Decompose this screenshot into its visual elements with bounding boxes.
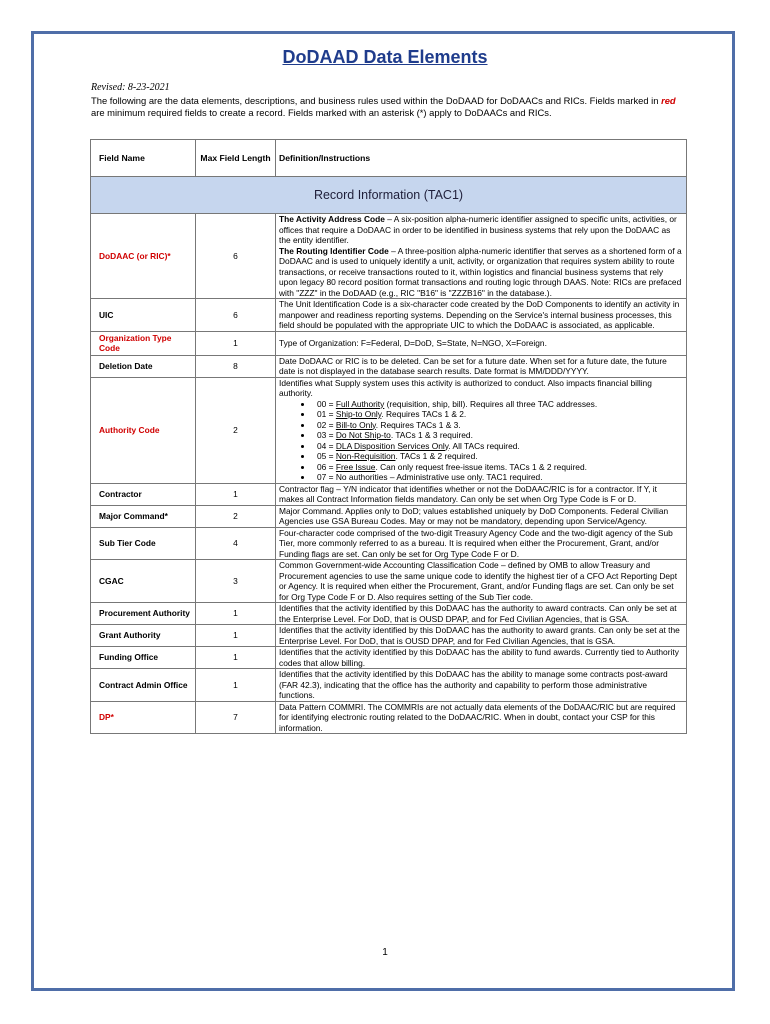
field-length: 6	[196, 299, 276, 332]
field-definition: The Unit Identification Code is a six-character code created by the DoD Components to identify an activity in manpower and readiness reporting systems. Depending on the Service's internal business processes, this field should be populated with the appropriate UIC to which the DoDAAC is associated, as applicable.	[276, 299, 687, 332]
header-field-name: Field Name	[91, 140, 196, 177]
code-label: Do Not Ship-to	[335, 430, 391, 440]
list-item	[313, 430, 683, 441]
code-value: 00 =	[317, 398, 336, 409]
code-label: Ship-to Only	[335, 409, 382, 419]
definition-text: – A three-position alpha-numeric identifier that serves as a shortened form of a DoDAAC and is used to uniquely identify a unit, activity, or organization that requires system ability to route transactions, or receive transactions routed to it, within logistics and financial business systems that rely upon legacy 80 record position format transactions and routing logic through DAAS. Note: RICs are prefaced with "ZZZ" in the DoDAAD (e.g., RIC "B16" is "ZZZB16" in the database.).	[279, 245, 682, 298]
field-definition: Identifies that the activity identified by this DoDAAC has the authority to award grants. Can only be set at the Enterprise Level. For DoD, that is OUSD DPAP, and for Fed Civilian Agencies, that is GSA.	[276, 625, 687, 647]
code-value: 07 = No authorities – Administrative use only. TAC1 required.	[317, 472, 543, 482]
code-note: . Can only request free-issue items. TACs 1 & 2 required.	[375, 461, 587, 472]
field-definition: Data Pattern COMMRI. The COMMRIs are not actually data elements of the DoDAAC/RIC but are required for identifying electronic routing related to the DoDAAC/RIC. When in doubt, contact your CSP for this information.	[276, 701, 687, 734]
field-name: DoDAAC (or RIC)*	[91, 214, 196, 299]
code-note: . Requires TACs 1 & 3.	[375, 419, 461, 430]
code-note: . Requires TACs 1 & 2.	[381, 409, 467, 419]
authority-code-list	[279, 399, 683, 483]
field-length: 4	[196, 527, 276, 560]
page-number: 1	[382, 947, 388, 958]
code-value: 02 =	[317, 419, 336, 430]
field-definition: Identifies that the activity identified by this DoDAAC has the authority to award contracts. Can only be set at the Enterprise Level. For DoD, that is OUSD DPAP, and for Fed Civilian Agencies, that is GSA.	[276, 603, 687, 625]
field-name: Organization Type Code	[91, 331, 196, 355]
field-definition	[276, 214, 687, 299]
code-value: 03 =	[317, 430, 336, 440]
header-definition: Definition/Instructions	[276, 140, 687, 177]
field-length: 1	[196, 331, 276, 355]
field-name: CGAC	[91, 560, 196, 603]
definition-text: Identifies what Supply system uses this activity is authorized to conduct. Also impacts financial billing authority.	[279, 377, 652, 398]
field-definition: Date DoDAAC or RIC is to be deleted. Can be set for a future date. When set for a future date, the future date is not displayed in the database search results. Date format is MM/DDD/YYYY.	[276, 355, 687, 377]
field-name: Contractor	[91, 483, 196, 505]
code-label: Full Authority	[335, 398, 385, 409]
code-value: 05 =	[317, 451, 336, 461]
field-definition: Contractor flag – Y/N indicator that identifies whether or not the DoDAAC/RIC is for a contractor. If Y, it makes all Contract Information fields mandatory. Can only be set when Org Type Code is F or D.	[276, 483, 687, 505]
table-row	[91, 331, 687, 355]
field-length: 8	[196, 355, 276, 377]
field-length: 2	[196, 505, 276, 527]
field-length: 1	[196, 669, 276, 702]
page-title: DoDAAD Data Elements	[282, 47, 488, 67]
code-label: Bill-to Only	[335, 419, 376, 430]
field-length: 3	[196, 560, 276, 603]
field-definition: Four-character code comprised of the two-digit Treasury Agency Code and the two-digit agency of the Sub Tier, more commonly referred to as a bureau. It is required when either the Procurement, Grant, and/or Funding flags are set. Can only be set for Org Type Code F or D.	[276, 527, 687, 560]
code-label: Non-Requisition	[335, 451, 396, 461]
table-row	[91, 355, 687, 377]
field-name: Funding Office	[91, 647, 196, 669]
field-length: 6	[196, 214, 276, 299]
code-note: . All TACs required.	[448, 440, 520, 451]
code-label: Free Issue	[335, 461, 376, 472]
field-length: 1	[196, 625, 276, 647]
field-definition: Common Government-wide Accounting Classification Code – defined by OMB to allow Treasury and Procurement agencies to use the same unique code to identify the highest tier of a CFO Act Reporting Dept or Agency. It is required when either the Procurement, Grant, and/or Funding flags are set. Can only be set for Org Type Code F or D. Also requires setting of the Sub Tier code.	[276, 560, 687, 603]
field-length: 2	[196, 377, 276, 483]
table-header-row	[91, 140, 687, 177]
field-name: Authority Code	[91, 377, 196, 483]
table-row	[91, 625, 687, 647]
field-length: 1	[196, 603, 276, 625]
intro-text-after: are minimum required fields to create a record. Fields marked with an asterisk (*) apply to DoDAACs and RICs.	[91, 107, 552, 118]
code-value: 06 =	[317, 461, 336, 472]
list-item	[313, 420, 683, 431]
field-name: Major Command*	[91, 505, 196, 527]
field-definition: Identifies that the activity identified by this DoDAAC has the ability to fund awards. Currently tied to Authority codes that allow billing.	[276, 647, 687, 669]
table-row	[91, 603, 687, 625]
section-row	[91, 177, 687, 214]
code-note: (requisition, ship, bill). Requires all three TAC addresses.	[384, 398, 598, 409]
field-definition: Identifies that the activity identified by this DoDAAC has the ability to manage some contracts post-award (FAR 42.3), indicating that the office has the authority and capability to perform those administrative functions.	[276, 669, 687, 702]
list-item	[313, 472, 683, 483]
code-value: 04 =	[317, 440, 336, 451]
field-definition	[276, 377, 687, 483]
list-item	[313, 451, 683, 462]
table-row	[91, 701, 687, 734]
data-elements-table	[90, 139, 687, 734]
field-name: Procurement Authority	[91, 603, 196, 625]
list-item	[313, 462, 683, 473]
list-item	[313, 399, 683, 410]
list-item	[313, 409, 683, 420]
field-name: Deletion Date	[91, 355, 196, 377]
intro-red-word: red	[661, 95, 676, 106]
definition-term: The Activity Address Code	[279, 214, 385, 224]
intro-text-before: The following are the data elements, descriptions, and business rules used within the DoDAAD for DoDAACs and RICs. Fields marked in	[91, 95, 662, 106]
intro-paragraph	[91, 95, 691, 119]
field-length: 1	[196, 647, 276, 669]
table-row	[91, 647, 687, 669]
revised-date: Revised: 8-23-2021	[91, 82, 170, 93]
field-name: Sub Tier Code	[91, 527, 196, 560]
field-name: Contract Admin Office	[91, 669, 196, 702]
field-length: 1	[196, 483, 276, 505]
table-row	[91, 377, 687, 483]
field-name: Grant Authority	[91, 625, 196, 647]
code-note: . TACs 1 & 2 required.	[395, 451, 478, 461]
field-name: UIC	[91, 299, 196, 332]
table-row	[91, 669, 687, 702]
code-label: DLA Disposition Services Only	[335, 440, 449, 451]
code-value: 01 =	[317, 409, 336, 419]
code-note: . TACs 1 & 3 required.	[390, 430, 473, 440]
table-row	[91, 560, 687, 603]
definition-term: The Routing Identifier Code	[279, 245, 389, 256]
table-row	[91, 527, 687, 560]
table-row	[91, 299, 687, 332]
field-name: DP*	[91, 701, 196, 734]
field-length: 7	[196, 701, 276, 734]
section-title: Record Information (TAC1)	[91, 177, 687, 214]
field-definition: Type of Organization: F=Federal, D=DoD, S=State, N=NGO, X=Foreign.	[276, 331, 687, 355]
table-row	[91, 483, 687, 505]
list-item	[313, 441, 683, 452]
table-row	[91, 505, 687, 527]
header-max-length: Max Field Length	[196, 140, 276, 177]
field-definition: Major Command. Applies only to DoD; values established uniquely by DoD Components. Federal Civilian Agencies use GSA Bureau Codes. May or may not be mandatory, depending upon Service/Agency.	[276, 505, 687, 527]
definition-text: – A six-position alpha-numeric identifier assigned to specific units, activities, or offices that require a DoDAAC in order to be identified in business systems that rely upon the DoDAAC as the entity identifier.	[279, 214, 677, 245]
table-row	[91, 214, 687, 299]
